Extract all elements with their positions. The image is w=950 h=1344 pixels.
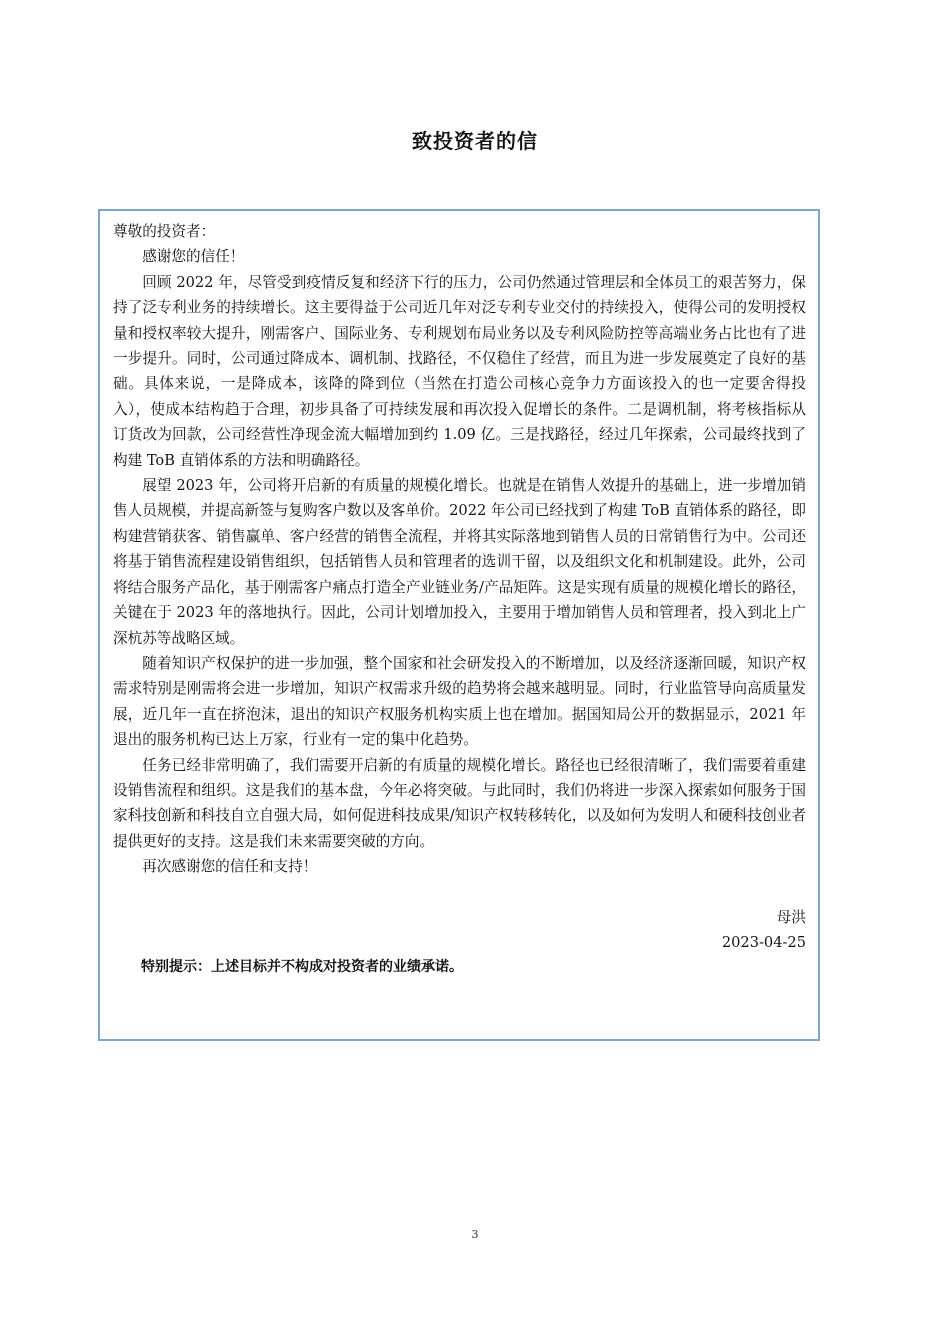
paragraph-tasks: 任务已经非常明确了，我们需要开启新的有质量的规模化增长。路径也已经很清晰了，我们需要着重建设销售流程和组织。这是我们的基本盘，今年必将突破。与此同时，我们仍将进一步深入探索如何服务于国家科技创新和科技自立自强大局，如何促进科技成果/知识产权转移转化，以及如何为发明人和硬科技创业者提供更好的支持。这是我们未来需要突破的方向。 <box>113 756 806 850</box>
spacer <box>113 880 806 905</box>
salutation: 尊敬的投资者： <box>113 223 216 240</box>
signer-name: 母洪 <box>776 908 806 926</box>
paragraph-industry: 随着知识产权保护的进一步加强，整个国家和社会研发投入的不断增加，以及经济逐渐回暖，知识产权需求特别是刚需将会进一步增加，知识产权需求升级的趋势将会越来越明显。同时，行业监管导向高质量发展，近几年一直在挤泡沫，退出的知识产权服务机构实质上也在增加。据国知局公开的数据显示，2021 年退出的服务机构已达上万家，行业有一定的集中化趋势。 <box>113 654 806 749</box>
letter-body <box>113 219 806 981</box>
letter-box <box>98 209 820 1041</box>
page-number: 3 <box>471 1228 479 1241</box>
paragraph-closing: 再次感谢您的信任和支持！ <box>142 858 318 876</box>
page-title: 致投资者的信 <box>412 129 538 153</box>
paragraph-outlook-2023: 展望 2023 年，公司将开启新的有质量的规模化增长。也就是在销售人效提升的基础上，进一步增加销售人员规模，并提高新签与复购客户数以及客单价。2022 年公司已经找到了构建 ToB 直销体系的路径，即构建营销获客、销售赢单、客户经营的销售全流程，并将其实际落地到销售人员的日常销售行为中。公司还将基于销售流程建设销售组织，包括销售人员和管理者的选训干留，以及组织文化和机制建设。此外，公司将结合服务产品化，基于刚需客户痛点打造全产业链业务/产品矩阵。这是实现有质量的规模化增长的路径，关键在于 2023 年的落地执行。因此，公司计划增加投入，主要用于增加销售人员和管理者，投入到北上广深杭苏等战略区域。 <box>113 477 806 647</box>
special-notice: 特别提示：上述目标并不构成对投资者的业绩承诺。 <box>141 959 463 976</box>
letter-date: 2023-04-25 <box>721 933 806 951</box>
paragraph-thanks: 感谢您的信任！ <box>142 248 245 266</box>
paragraph-review-2022: 回顾 2022 年，尽管受到疫情反复和经济下行的压力，公司仍然通过管理层和全体员工的艰苦努力，保持了泛专利业务的持续增长。这主要得益于公司近几年对泛专利专业交付的持续投入，使得公司的发明授权量和授权率较大提升，刚需客户、国际业务、专利规划布局业务以及专利风险防控等高端业务占比也有了进一步提升。同时，公司通过降成本、调机制、找路径，不仅稳住了经营，而且为进一步发展奠定了良好的基础。具体来说，一是降成本，该降的降到位（当然在打造公司核心竞争力方面该投入的也一定要舍得投入），使成本结构趋于合理，初步具备了可持续发展和再次投入促增长的条件。二是调机制，将考核指标从订货改为回款，公司经营性净现金流大幅增加到约 1.09 亿。三是找路径，经过几年探索，公司最终找到了构建 ToB 直销体系的方法和明确路径。 <box>113 273 806 469</box>
